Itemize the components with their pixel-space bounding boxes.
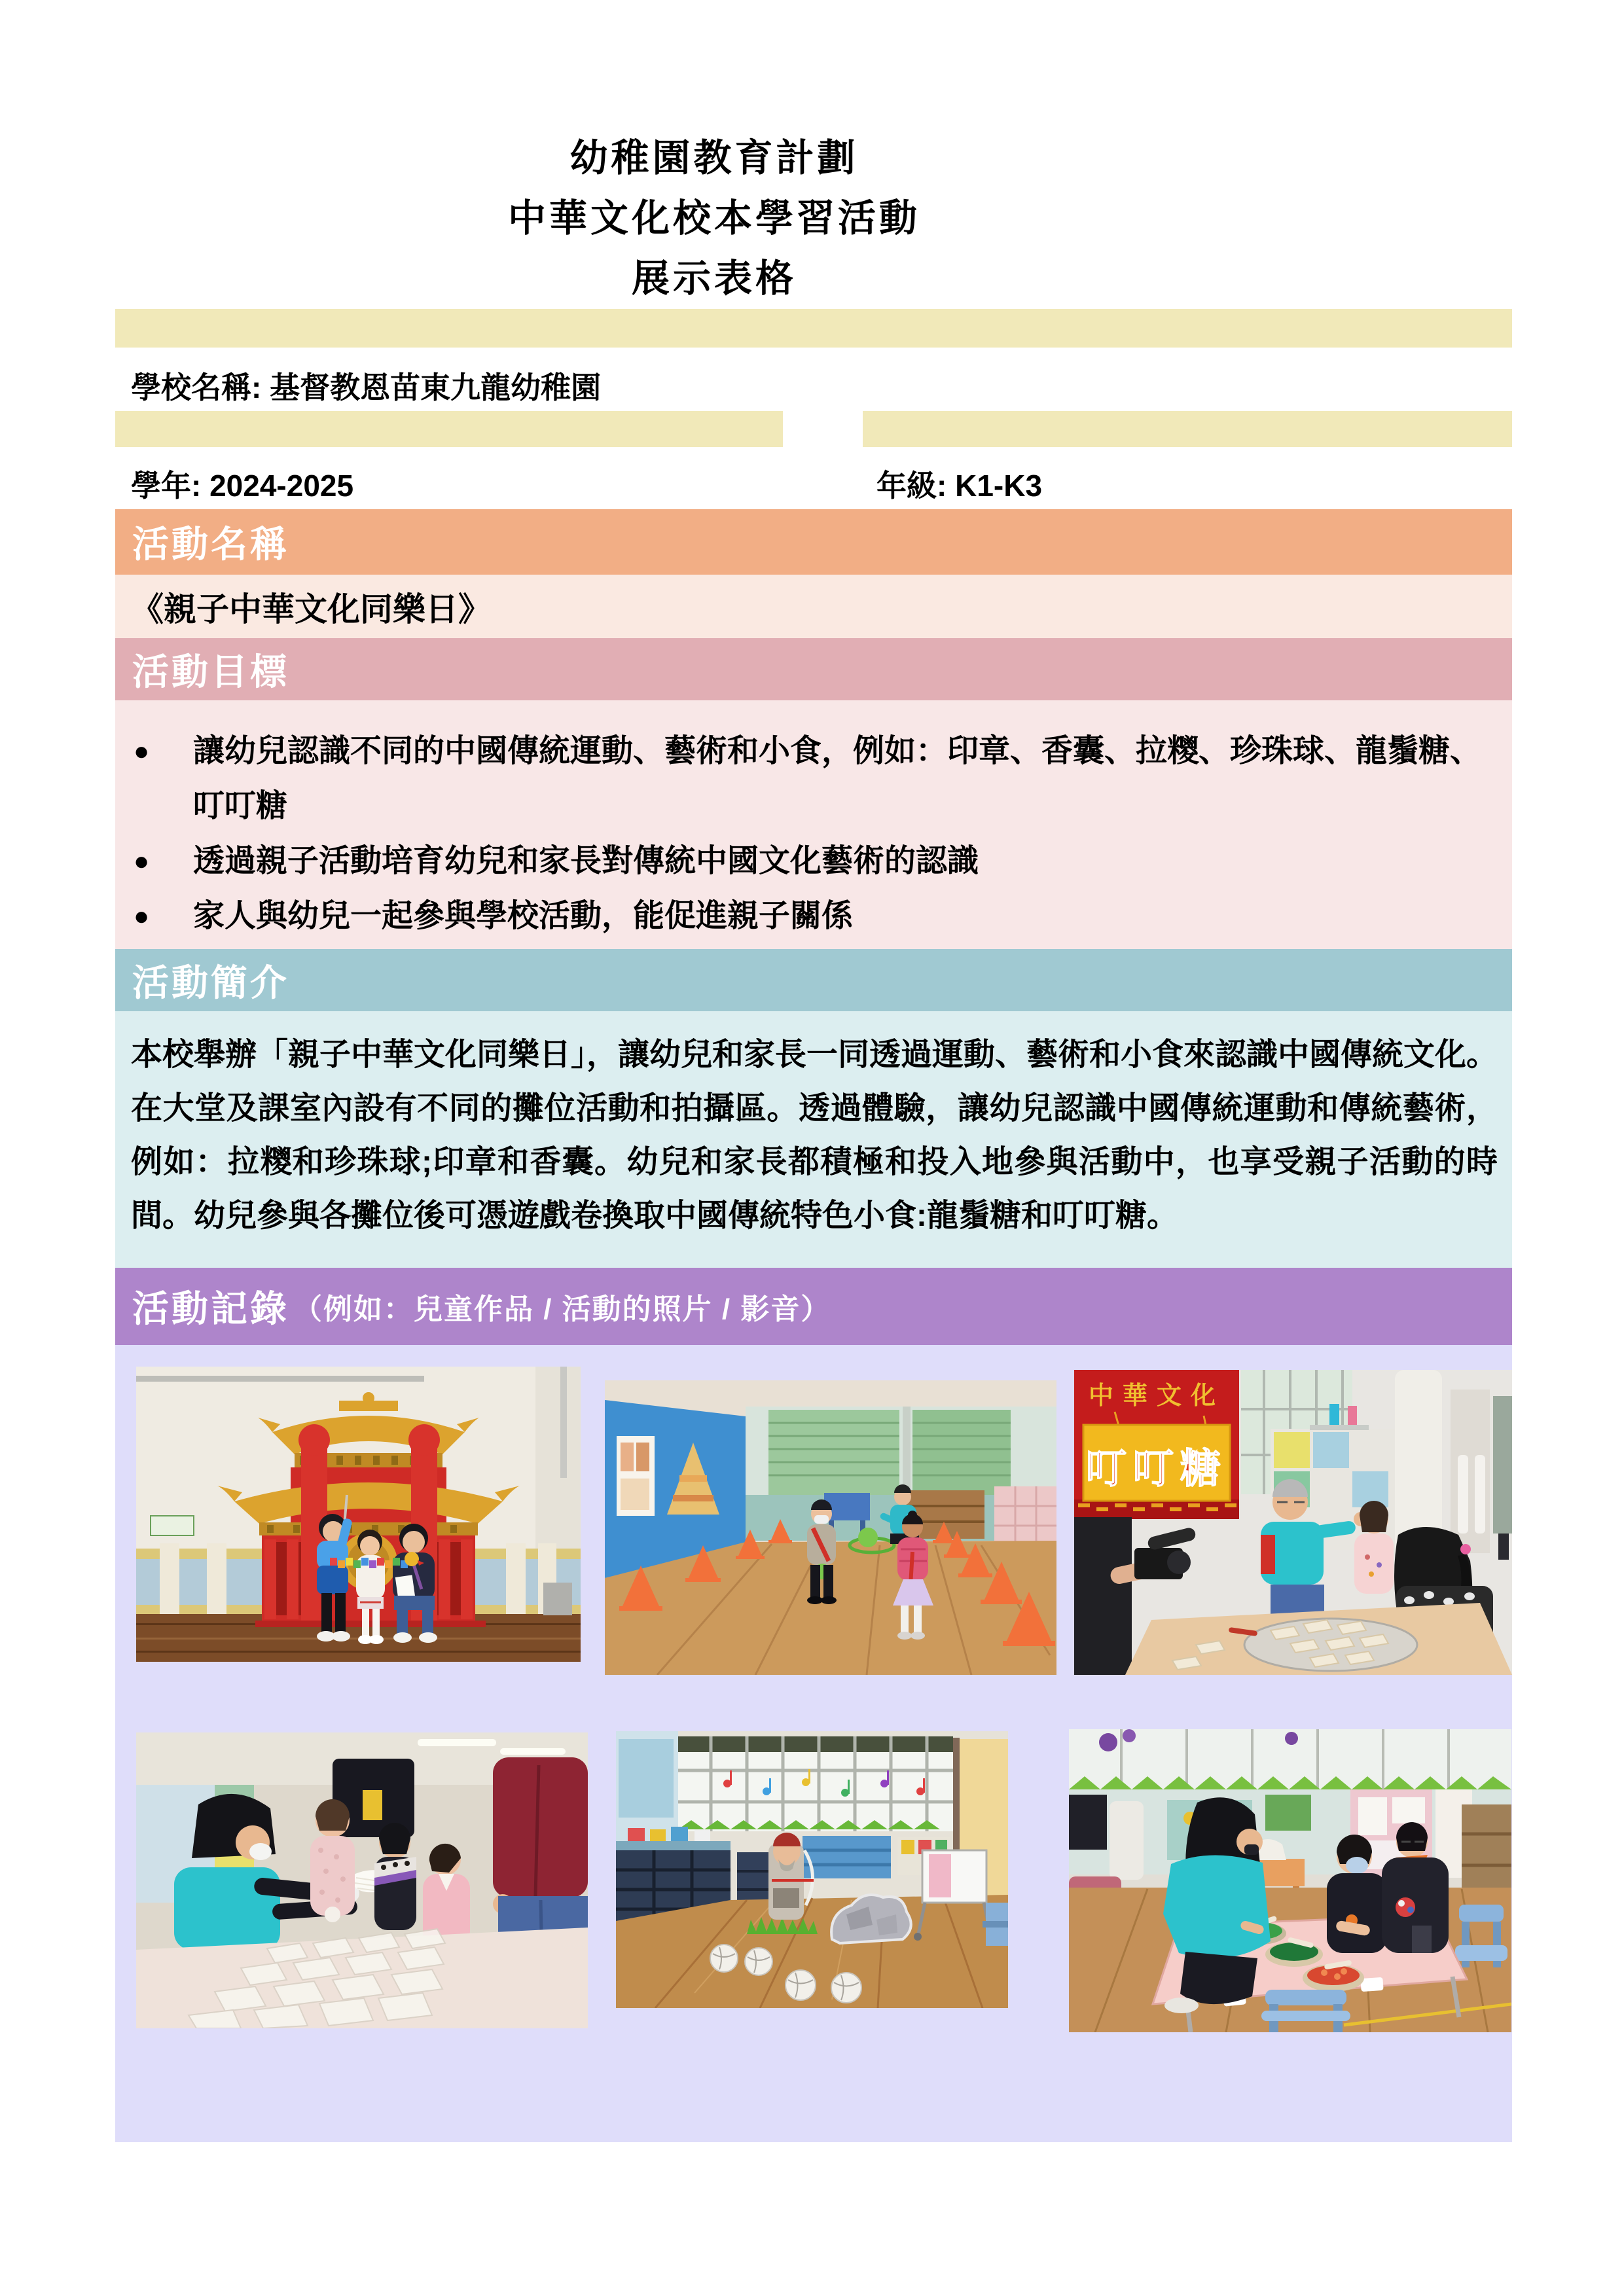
- intro-section: [115, 1011, 1512, 1268]
- objectives-header-label: 活動目標: [132, 651, 289, 692]
- records-header-label: 活動記錄: [132, 1288, 289, 1329]
- objective-item: ● 家人與幼兒一起參與學校活動，能促進親子關係: [115, 889, 1492, 944]
- page-title: [115, 128, 1313, 309]
- photo-candy-booth: [1074, 1370, 1512, 1675]
- objective-item: ● 讓幼兒認識不同的中國傳統運動、藝術和小食，例如：印章、香囊、拉糭、珍珠球、龍鬚糖、叮叮糖: [115, 724, 1492, 834]
- photo-candy-making-table: [136, 1732, 588, 2028]
- banner-title-text: 中華文化: [1088, 1382, 1225, 1410]
- records-header-note: （例如：兒童作品 / 活動的照片 / 影音）: [293, 1293, 831, 1325]
- objectives-section: [115, 700, 1512, 949]
- grade-level: 年級: K1-K3: [876, 469, 1043, 503]
- title-line-1: 幼稚園教育計劃: [569, 137, 859, 179]
- records-photo-section: [115, 1345, 1512, 2142]
- objectives-list: [115, 700, 1512, 944]
- photo-craft-table: [1069, 1729, 1511, 2032]
- title-line-2: 中華文化校本學習活動: [507, 197, 920, 240]
- intro-paragraph: 本校舉辦「親子中華文化同樂日」，讓幼兒和家長一同透過運動、藝術和小食來認識中國傳統文化。在大堂及課室內設有不同的攤位活動和拍攝區。透過體驗，讓幼兒認識中國傳統運動和傳統藝術，例如：拉糭和珍珠球;印章和香囊。幼兒和家長都積極和投入地參與活動中，也享受親子活動的時間。幼兒參與各攤位後可憑遊戲卷換取中國傳統特色小食:龍鬚糖和叮叮糖。: [131, 1037, 1498, 1233]
- activity-name-value: 《親子中華文化同樂日》: [115, 575, 1512, 638]
- photo-temple-photo-booth: [136, 1367, 581, 1662]
- activity-name-header-label: 活動名稱: [132, 524, 289, 565]
- intro-header-label: 活動簡介: [132, 961, 289, 1003]
- section-header-activity-name: [115, 509, 1512, 575]
- banner-candy-text: 叮叮糖: [1085, 1446, 1228, 1492]
- title-line-3: 展示表格: [631, 257, 797, 300]
- school-name: 學校名稱: 基督教恩苗東九龍幼稚園: [131, 370, 602, 404]
- section-header-objectives: [115, 638, 1512, 700]
- divider-band-top: [115, 309, 1512, 348]
- section-header-intro: [115, 949, 1512, 1011]
- school-year: 學年: 2024-2025: [131, 469, 354, 503]
- booth-banner: [1074, 1370, 1239, 1519]
- section-header-records: [115, 1268, 1512, 1345]
- photo-cone-game-classroom: [605, 1380, 1056, 1675]
- divider-band-year: [115, 411, 783, 447]
- divider-band-grade: [863, 411, 1512, 447]
- objective-item: ● 透過親子活動培育幼兒和家長對傳統中國文化藝術的認識: [115, 834, 1492, 889]
- photo-ball-game-room: [616, 1731, 1008, 2008]
